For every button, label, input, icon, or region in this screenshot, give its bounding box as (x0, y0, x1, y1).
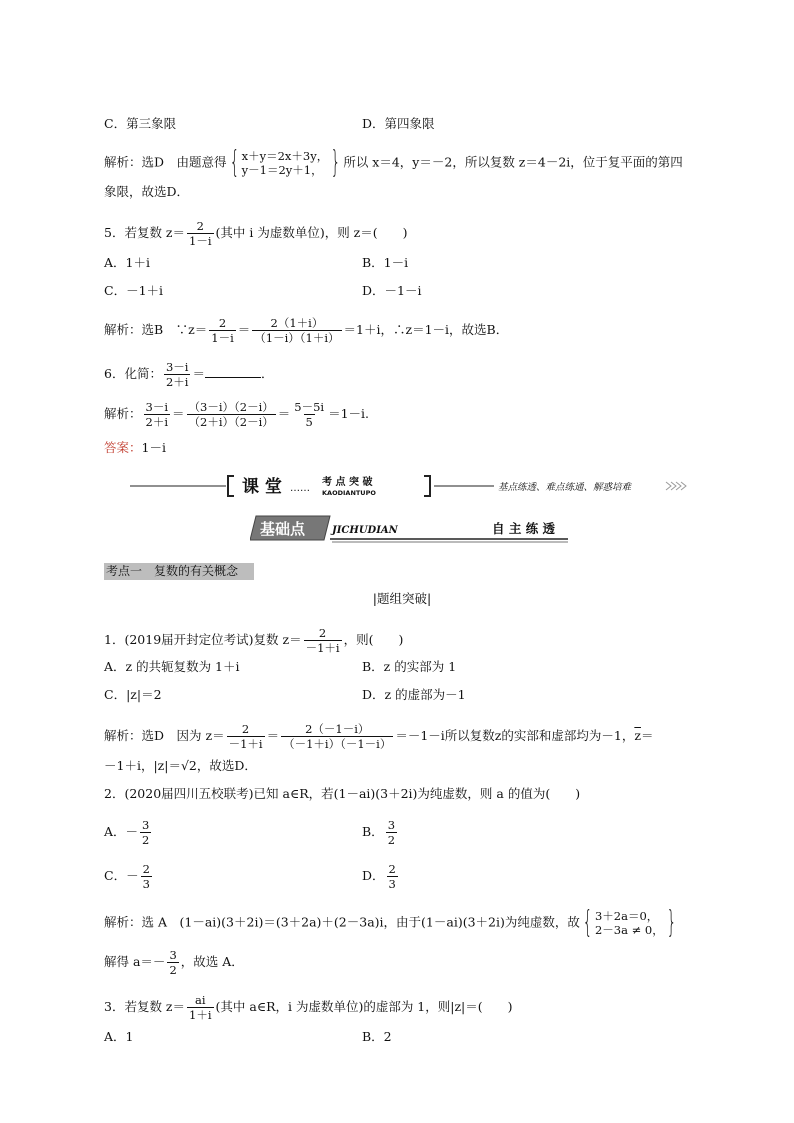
p1-option-a: A．z 的共轭复数为 1＋i (104, 659, 240, 674)
p2-condition-system: { 3＋2a＝0， 2－3a ≠ 0， } (582, 905, 677, 940)
fraction-denominator: （2＋i）（2－i） (188, 415, 274, 429)
banner-pinyin: KAODIANTUPO (322, 489, 376, 497)
p1-stem (104, 626, 403, 655)
q4-solution-cont: 所以 x＝4，y＝－2，所以复数 z＝4－2i，位于复平面的第四 (343, 154, 683, 170)
fraction-denominator: 3 (142, 877, 150, 891)
p2-opt-d-pre: D． (362, 868, 385, 883)
p3-stem (104, 993, 513, 1022)
p3-option-b: B．2 (362, 1029, 392, 1044)
q6-stem-fraction (164, 360, 191, 389)
q5-option-a: A．1＋i (104, 255, 150, 270)
fraction-numerator: 2 (142, 862, 150, 876)
p2-sys-row2: 2－3a ≠ 0， (594, 923, 664, 937)
p2-sol-a: 解析：选 A (1－ai)(3＋2i)＝(3＋2a)＋(2－3a)i，由于(1－ai)(3＋2i)为纯虚数，故 (104, 914, 580, 930)
fraction-denominator: 3 (388, 877, 396, 891)
p1-stem-fraction (304, 626, 342, 655)
chevron-arrows-icon (666, 482, 686, 490)
q5-option-c: C．－1＋i (104, 283, 164, 298)
q4-equation-system: { x＋y＝2x＋3y， y－1＝2y＋1， } (229, 145, 341, 180)
fraction-denominator: 1－i (189, 234, 212, 248)
q6-sol-a: 解析： (104, 406, 142, 421)
fraction-denominator: 2 (387, 833, 396, 847)
group-title: |题组突破| (372, 591, 432, 606)
p2-opt-a-pre: A．－ (104, 824, 139, 839)
q6-stem-a: 6．化简： (104, 366, 162, 381)
banner-big-text: 课 堂 (242, 477, 282, 497)
fraction-numerator: 2 (196, 219, 204, 233)
p2-opt-b-pre: B． (362, 824, 384, 839)
answer-value: 1－i (141, 440, 166, 455)
section-banner (130, 473, 700, 499)
p1-sol-b: ＝－1－i所以复数z的实部和虚部均为－1， (395, 728, 635, 743)
q6-solution: 解析： $\frac{3-i}{2+i}$ ＝ $\frac{(3-i)(2-i)}{(2+i)(2-i)}$ ＝ $\frac{5-5i}{5}$ ＝1－i. (104, 400, 370, 429)
fraction-denominator: 5 (305, 415, 313, 429)
q4-sys-row1: x＋y＝2x＋3y， (241, 149, 329, 163)
banner-small-text: 考 点 突 破 (322, 477, 373, 488)
q6-sol-fraction-3 (292, 400, 326, 429)
p2-opt-c-pre: C．－ (104, 868, 139, 883)
p1-stem-b: ，则( ) (343, 632, 404, 647)
fraction-numerator: 2 (388, 862, 396, 876)
fraction-numerator: 2（－1－i） (305, 722, 370, 736)
fraction-numerator: 2 (318, 626, 327, 640)
p2-sys-row1: 3＋2a＝0， (594, 909, 659, 923)
fraction-numerator: 5－5i (294, 400, 325, 414)
p3-stem-fraction (187, 993, 214, 1022)
q6-sol-fraction-2 (187, 400, 276, 429)
fraction-numerator: 3 (142, 818, 150, 832)
fraction-numerator: 3 (169, 948, 177, 962)
q4-sys-row2: y－1＝2y＋1， (241, 163, 323, 177)
q6-stem-end: ． (260, 366, 274, 381)
q4-option-d: D．第四象限 (362, 116, 435, 131)
basic-pinyin: JICHUDIAN (332, 525, 398, 536)
q5-sol-b: ＝1＋i，∴z＝1－i，故选B． (343, 322, 509, 337)
banner-dots: …… (290, 483, 310, 494)
basic-section-header (250, 514, 580, 544)
q6-stem (104, 360, 273, 389)
p2-option-b (362, 818, 399, 847)
q4-solution-prefix: 解析：选D 由题意得 (104, 154, 227, 170)
fraction-denominator: 1＋i (189, 1008, 212, 1022)
q5-sol-fraction-2 (252, 316, 341, 345)
q5-sol-a: 解析：选B ∵z＝ (104, 322, 208, 337)
fraction-numerator: 2 (241, 722, 250, 736)
p2-solution (104, 905, 679, 940)
fraction-numerator: 3－i (165, 360, 189, 374)
p3-option-a: A．1 (104, 1029, 134, 1044)
q4-solution (104, 145, 683, 180)
fraction-numerator: 2 (218, 316, 227, 330)
p3-stem-b: (其中 a∈R，i 为虚数单位)的虚部为 1，则|z|＝( ) (215, 999, 513, 1014)
q4-solution-line2: 象限，故选D． (104, 184, 190, 199)
q5-option-b: B．1－i (362, 255, 409, 270)
q4-option-c: C．第三象限 (104, 116, 177, 131)
p2-sol-fraction (167, 948, 178, 977)
q6-answer (104, 439, 166, 457)
p1-solution-line2: －1＋i，|z|＝√2，故选D． (104, 758, 257, 773)
fraction-denominator: 2＋i (165, 375, 189, 389)
fraction-denominator: 2＋i (145, 415, 169, 429)
p2-opt-a-fraction (140, 818, 151, 847)
p2-sol-line2-a: 解得 a＝－ (104, 954, 166, 969)
topic-tag: 考点一 复数的有关概念 (104, 563, 254, 580)
basic-right-text: 自 主 练 透 (492, 521, 556, 536)
q5-sol-fraction-1 (209, 316, 236, 345)
q6-stem-b: ＝ (192, 366, 205, 381)
fraction-numerator: 2（1＋i） (270, 316, 324, 330)
p2-option-d (362, 862, 400, 891)
p1-stem-a: 1．(2019届开封定位考试)复数 z＝ (104, 632, 302, 647)
p1-solution: 解析：选D 因为 z＝ $\frac{2}{-1+i}$ ＝ $\frac{2(-1-i)}{(-1+i)(-1-i)}$ ＝－1－i所以复数z的实部和虚部均为－1，$\overline{z}=$ (104, 722, 654, 751)
p2-opt-d-fraction (387, 862, 398, 891)
p2-opt-c-fraction (141, 862, 152, 891)
q5-option-d: D．－1－i (362, 283, 422, 298)
q5-stem-a: 5．若复数 z＝ (104, 225, 186, 240)
p1-option-c: C．|z|＝2 (104, 687, 162, 702)
fraction-denominator: （1－i）（1＋i） (254, 331, 340, 345)
p1-sol-c: ＝ (640, 728, 654, 743)
p2-option-a (104, 818, 153, 847)
fraction-denominator: 2 (169, 963, 177, 977)
p2-stem: 2．(2020届四川五校联考)已知 a∈R，若(1－ai)(3＋2i)为纯虚数，则 a 的值为( ) (104, 786, 581, 801)
p1-sol-fraction-2 (281, 722, 393, 751)
fraction-numerator: 3 (387, 818, 396, 832)
fraction-denominator: －1＋i (305, 641, 340, 655)
q6-sol-b: ＝1－i. (328, 406, 370, 421)
q5-stem-fraction (187, 219, 214, 248)
fraction-numerator: （3－i）（2－i） (188, 400, 274, 414)
p1-option-d: D．z 的虚部为－1 (362, 687, 466, 702)
q5-stem (104, 219, 408, 248)
p2-sol-line2-b: ，故选 A． (180, 954, 244, 969)
p1-option-b: B．z 的实部为 1 (362, 659, 457, 674)
p3-stem-a: 3．若复数 z＝ (104, 999, 186, 1014)
basic-label: 基础点 (260, 520, 306, 538)
conjugate-z: $\overline{z}$ (634, 728, 641, 743)
banner-right-text: 基点练透、难点练通、解惑培难 (498, 482, 632, 493)
p1-sol-fraction-1 (227, 722, 265, 751)
fraction-denominator: 2 (142, 833, 150, 847)
q5-stem-b: (其中 i 为虚数单位)，则 z＝( ) (215, 225, 408, 240)
p2-option-c (104, 862, 154, 891)
p2-solution-line2 (104, 948, 244, 977)
p2-opt-b-fraction (386, 818, 397, 847)
answer-blank (205, 365, 261, 378)
fraction-denominator: －1＋i (228, 737, 263, 751)
q5-solution: 解析：选B ∵z＝ $\frac{2}{1-i}$ ＝ $\frac{2(1+i)}{(1-i)(1+i)}$ ＝1＋i，∴z＝1－i，故选B． (104, 316, 509, 345)
fraction-denominator: 1－i (211, 331, 234, 345)
answer-label: 答案： (104, 440, 142, 455)
fraction-numerator: ai (194, 993, 206, 1007)
fraction-denominator: （－1＋i）（－1－i） (283, 737, 392, 751)
q6-sol-fraction-1 (144, 400, 171, 429)
fraction-numerator: 3－i (145, 400, 169, 414)
p1-sol-a: 解析：选D 因为 z＝ (104, 728, 225, 743)
